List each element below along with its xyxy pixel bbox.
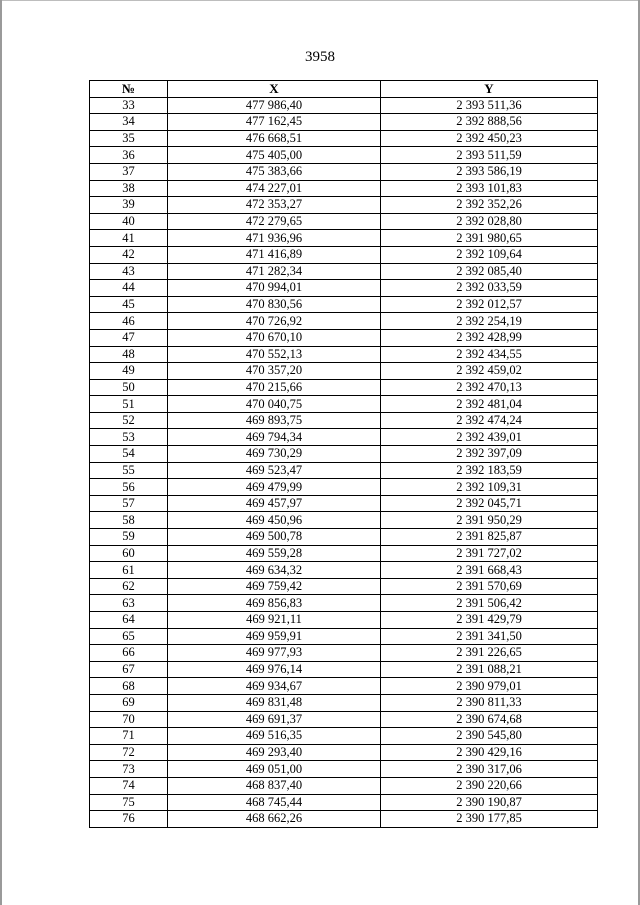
table-body <box>90 97 598 827</box>
cell-number: 47 <box>90 329 168 346</box>
cell-y: 2 392 183,59 <box>381 462 598 479</box>
cell-number: 75 <box>90 794 168 811</box>
cell-number: 36 <box>90 147 168 164</box>
cell-x: 469 934,67 <box>168 678 381 695</box>
cell-y: 2 390 190,87 <box>381 794 598 811</box>
cell-x: 469 516,35 <box>168 728 381 745</box>
cell-x: 471 416,89 <box>168 246 381 263</box>
cell-x: 472 279,65 <box>168 213 381 230</box>
cell-number: 67 <box>90 661 168 678</box>
cell-number: 62 <box>90 578 168 595</box>
cell-number: 46 <box>90 313 168 330</box>
cell-x: 474 227,01 <box>168 180 381 197</box>
cell-y: 2 392 352,26 <box>381 197 598 214</box>
cell-y: 2 390 545,80 <box>381 728 598 745</box>
cell-number: 71 <box>90 728 168 745</box>
cell-x: 469 479,99 <box>168 479 381 496</box>
cell-number: 69 <box>90 694 168 711</box>
table-row <box>90 246 598 263</box>
cell-number: 64 <box>90 612 168 629</box>
cell-y: 2 390 177,85 <box>381 811 598 828</box>
cell-y: 2 391 506,42 <box>381 595 598 612</box>
cell-y: 2 393 511,36 <box>381 97 598 114</box>
cell-number: 37 <box>90 163 168 180</box>
cell-number: 33 <box>90 97 168 114</box>
table-row <box>90 479 598 496</box>
cell-number: 43 <box>90 263 168 280</box>
table-row <box>90 495 598 512</box>
table-row <box>90 794 598 811</box>
cell-number: 61 <box>90 562 168 579</box>
cell-x: 469 691,37 <box>168 711 381 728</box>
cell-x: 469 293,40 <box>168 744 381 761</box>
table-row <box>90 197 598 214</box>
cell-number: 51 <box>90 396 168 413</box>
table-row <box>90 163 598 180</box>
cell-x: 470 215,66 <box>168 379 381 396</box>
cell-y: 2 390 317,06 <box>381 761 598 778</box>
table-header <box>90 81 598 98</box>
cell-y: 2 393 511,59 <box>381 147 598 164</box>
table-row <box>90 711 598 728</box>
cell-y: 2 392 109,64 <box>381 246 598 263</box>
cell-y: 2 391 088,21 <box>381 661 598 678</box>
table-row <box>90 562 598 579</box>
cell-y: 2 390 979,01 <box>381 678 598 695</box>
table-row <box>90 97 598 114</box>
cell-x: 469 450,96 <box>168 512 381 529</box>
cell-x: 469 794,34 <box>168 429 381 446</box>
cell-x: 469 921,11 <box>168 612 381 629</box>
table-row <box>90 529 598 546</box>
cell-number: 58 <box>90 512 168 529</box>
cell-x: 471 282,34 <box>168 263 381 280</box>
table-row <box>90 678 598 695</box>
cell-y: 2 392 450,23 <box>381 130 598 147</box>
table-row <box>90 230 598 247</box>
cell-x: 469 523,47 <box>168 462 381 479</box>
cell-x: 475 405,00 <box>168 147 381 164</box>
table-row <box>90 512 598 529</box>
scan-edge-left <box>0 0 2 905</box>
table-row <box>90 329 598 346</box>
table-row <box>90 114 598 131</box>
table-row <box>90 429 598 446</box>
table-row <box>90 661 598 678</box>
cell-number: 39 <box>90 197 168 214</box>
cell-x: 470 994,01 <box>168 280 381 297</box>
cell-number: 65 <box>90 628 168 645</box>
cell-x: 470 040,75 <box>168 396 381 413</box>
table-row <box>90 280 598 297</box>
cell-y: 2 391 727,02 <box>381 545 598 562</box>
cell-y: 2 391 226,65 <box>381 645 598 662</box>
table-row <box>90 379 598 396</box>
cell-y: 2 392 474,24 <box>381 412 598 429</box>
cell-number: 49 <box>90 363 168 380</box>
cell-number: 59 <box>90 529 168 546</box>
cell-y: 2 392 459,02 <box>381 363 598 380</box>
cell-y: 2 392 109,31 <box>381 479 598 496</box>
cell-number: 76 <box>90 811 168 828</box>
cell-number: 44 <box>90 280 168 297</box>
cell-y: 2 391 980,65 <box>381 230 598 247</box>
cell-x: 470 830,56 <box>168 296 381 313</box>
cell-x: 468 662,26 <box>168 811 381 828</box>
cell-number: 45 <box>90 296 168 313</box>
cell-number: 68 <box>90 678 168 695</box>
cell-x: 470 357,20 <box>168 363 381 380</box>
cell-x: 469 959,91 <box>168 628 381 645</box>
cell-x: 475 383,66 <box>168 163 381 180</box>
table-row <box>90 130 598 147</box>
cell-number: 53 <box>90 429 168 446</box>
cell-number: 66 <box>90 645 168 662</box>
cell-y: 2 392 428,99 <box>381 329 598 346</box>
cell-y: 2 392 470,13 <box>381 379 598 396</box>
table-row <box>90 412 598 429</box>
cell-x: 468 837,40 <box>168 777 381 794</box>
cell-x: 477 162,45 <box>168 114 381 131</box>
cell-x: 469 500,78 <box>168 529 381 546</box>
cell-number: 40 <box>90 213 168 230</box>
cell-y: 2 390 811,33 <box>381 694 598 711</box>
cell-y: 2 391 341,50 <box>381 628 598 645</box>
cell-y: 2 390 674,68 <box>381 711 598 728</box>
cell-number: 35 <box>90 130 168 147</box>
cell-y: 2 392 033,59 <box>381 280 598 297</box>
cell-y: 2 392 434,55 <box>381 346 598 363</box>
table-row <box>90 545 598 562</box>
cell-y: 2 390 429,16 <box>381 744 598 761</box>
header-row <box>90 81 598 98</box>
cell-y: 2 391 668,43 <box>381 562 598 579</box>
cell-x: 471 936,96 <box>168 230 381 247</box>
cell-number: 57 <box>90 495 168 512</box>
table-row <box>90 396 598 413</box>
cell-x: 469 977,93 <box>168 645 381 662</box>
table-row <box>90 180 598 197</box>
table-row <box>90 462 598 479</box>
cell-y: 2 392 481,04 <box>381 396 598 413</box>
cell-x: 469 051,00 <box>168 761 381 778</box>
table-row <box>90 694 598 711</box>
cell-x: 469 831,48 <box>168 694 381 711</box>
cell-x: 472 353,27 <box>168 197 381 214</box>
cell-y: 2 392 397,09 <box>381 446 598 463</box>
header-y: Y <box>381 81 598 98</box>
cell-number: 74 <box>90 777 168 794</box>
cell-number: 70 <box>90 711 168 728</box>
cell-x: 469 759,42 <box>168 578 381 595</box>
cell-number: 54 <box>90 446 168 463</box>
table-row <box>90 296 598 313</box>
scan-edge-top <box>0 0 640 1</box>
table-row <box>90 645 598 662</box>
cell-x: 469 634,32 <box>168 562 381 579</box>
cell-x: 469 457,97 <box>168 495 381 512</box>
cell-y: 2 392 888,56 <box>381 114 598 131</box>
cell-x: 469 559,28 <box>168 545 381 562</box>
table-row <box>90 595 598 612</box>
table-row <box>90 147 598 164</box>
cell-number: 73 <box>90 761 168 778</box>
cell-number: 55 <box>90 462 168 479</box>
cell-y: 2 393 101,83 <box>381 180 598 197</box>
table-row <box>90 346 598 363</box>
table-row <box>90 213 598 230</box>
cell-y: 2 392 085,40 <box>381 263 598 280</box>
cell-y: 2 391 570,69 <box>381 578 598 595</box>
table-row <box>90 578 598 595</box>
cell-number: 41 <box>90 230 168 247</box>
cell-number: 50 <box>90 379 168 396</box>
table-row <box>90 744 598 761</box>
table-row <box>90 612 598 629</box>
cell-y: 2 390 220,66 <box>381 777 598 794</box>
page-number: 3958 <box>305 49 335 65</box>
table-row <box>90 761 598 778</box>
cell-number: 38 <box>90 180 168 197</box>
header-x: X <box>168 81 381 98</box>
cell-y: 2 391 825,87 <box>381 529 598 546</box>
cell-y: 2 392 439,01 <box>381 429 598 446</box>
cell-y: 2 392 028,80 <box>381 213 598 230</box>
cell-number: 48 <box>90 346 168 363</box>
cell-x: 469 976,14 <box>168 661 381 678</box>
cell-y: 2 391 950,29 <box>381 512 598 529</box>
table-row <box>90 446 598 463</box>
header-number: № <box>90 81 168 98</box>
cell-x: 470 552,13 <box>168 346 381 363</box>
table-row <box>90 811 598 828</box>
coordinates-table <box>89 80 598 828</box>
cell-x: 477 986,40 <box>168 97 381 114</box>
cell-x: 470 670,10 <box>168 329 381 346</box>
cell-x: 469 856,83 <box>168 595 381 612</box>
cell-y: 2 392 045,71 <box>381 495 598 512</box>
cell-x: 468 745,44 <box>168 794 381 811</box>
table-row <box>90 263 598 280</box>
table-row <box>90 777 598 794</box>
cell-x: 469 730,29 <box>168 446 381 463</box>
cell-number: 42 <box>90 246 168 263</box>
cell-x: 476 668,51 <box>168 130 381 147</box>
table-row <box>90 363 598 380</box>
cell-number: 56 <box>90 479 168 496</box>
table-row <box>90 628 598 645</box>
cell-x: 470 726,92 <box>168 313 381 330</box>
table-row <box>90 728 598 745</box>
cell-number: 34 <box>90 114 168 131</box>
cell-y: 2 392 012,57 <box>381 296 598 313</box>
cell-y: 2 391 429,79 <box>381 612 598 629</box>
table-row <box>90 313 598 330</box>
cell-y: 2 393 586,19 <box>381 163 598 180</box>
cell-number: 60 <box>90 545 168 562</box>
cell-number: 63 <box>90 595 168 612</box>
cell-x: 469 893,75 <box>168 412 381 429</box>
cell-number: 72 <box>90 744 168 761</box>
cell-number: 52 <box>90 412 168 429</box>
cell-y: 2 392 254,19 <box>381 313 598 330</box>
